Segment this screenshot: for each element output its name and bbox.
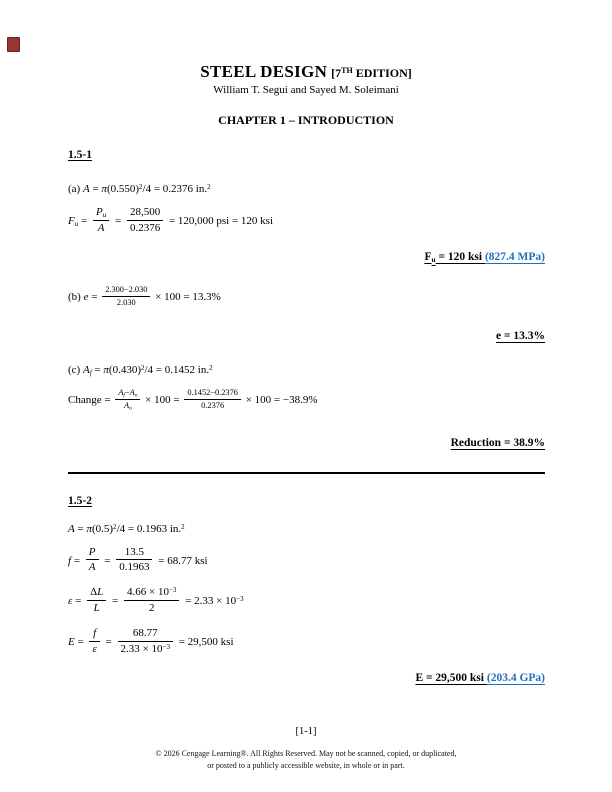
- problem-number: 1.5-1: [68, 149, 92, 161]
- page-number: [1-1]: [295, 726, 317, 737]
- equation-area: $A = \pi(0.5)^2/4 = 0.1963$ in.$^2$: [68, 522, 185, 535]
- fraction: $\frac{P}{A}$: [86, 546, 99, 575]
- answer-fu: $F_u = 120$ ksi (827.4 MPa): [424, 251, 545, 264]
- fraction: $\frac{f}{\varepsilon}$: [89, 627, 99, 656]
- problem-heading-1-5-1: [68, 148, 545, 162]
- copyright-line-2: or posted to a publicly accessible website, in whole or in part.: [207, 761, 405, 771]
- answer-reduction: Reduction = 38.9%: [450, 437, 545, 449]
- fraction: $\frac{0.1452-0.2376}{0.2376}$: [184, 388, 241, 411]
- fraction: $\frac{68.77}{2.33 \times 10^{-3}}$: [118, 627, 173, 656]
- edition-suffix: EDITION]: [352, 66, 412, 80]
- fraction: $\frac{13.5}{0.1963}$: [116, 546, 152, 575]
- authors-line: William T. Segui and Sayed M. Soleimani: [213, 84, 399, 96]
- copyright-notice: [0, 748, 612, 773]
- equation-area-a: (a) $A = \pi(0.550)^2/4 = 0.2376$ in.$^2$: [68, 183, 211, 196]
- problem-number: 1.5-2: [68, 495, 92, 508]
- fraction: $\frac{4.66 \times 10^{-3}}{2}$: [124, 586, 179, 615]
- fraction: $\frac{28,500}{0.2376}$: [127, 206, 163, 235]
- answer-elongation: e = 13.3%: [495, 330, 545, 343]
- edition-ordinal: TH: [341, 66, 353, 75]
- book-edition: [331, 66, 412, 80]
- fraction: $\frac{\Delta L}{L}$: [87, 586, 106, 615]
- equation-area-final: (c) $A_f = \pi(0.430)^2/4 = 0.1452$ in.$^2$: [68, 363, 213, 377]
- book-title: [0, 62, 612, 82]
- chapter-title: CHAPTER 1 – INTRODUCTION: [218, 113, 394, 127]
- annotation-marker-icon[interactable]: [7, 37, 20, 52]
- section-divider: [68, 472, 545, 474]
- edition-prefix: [7: [331, 66, 342, 80]
- solutions-content: [0, 148, 612, 686]
- equation-strain: ε = $\frac{\Delta L}{L}$ = $\frac{4.66 \times 10^{-3}}{2}$ = $2.33 \times 10^{-3}$: [68, 586, 244, 615]
- answer-modulus: E = 29,500 ksi (203.4 GPa): [415, 672, 545, 685]
- fraction: $\frac{A_f-A_o}{A_o}$: [115, 388, 140, 411]
- equation-modulus: E = $\frac{f}{\varepsilon}$ = $\frac{68.77}{2.33 \times 10^{-3}}$ = 29,500 ksi: [68, 627, 234, 656]
- equation-area-change: Change = $\frac{A_f-A_o}{A_o}$ × 100 = $\frac{0.1452-0.2376}{0.2376}$ × 100 = −38.9%: [68, 388, 318, 412]
- fraction: $\frac{P_u}{A}$: [93, 206, 109, 235]
- fraction: $\frac{2.300-2.030}{2.030}$: [102, 285, 150, 308]
- document-header: [0, 0, 612, 128]
- copyright-line-1: © 2026 Cengage Learning®. All Rights Reserved. May not be scanned, copied, or duplicated,: [155, 749, 457, 758]
- equation-fu: $F_u$ = $\frac{P_u}{A}$ = $\frac{28,500}{0.2376}$ = 120,000 psi = 120 ksi: [68, 206, 274, 235]
- equation-stress: f = $\frac{P}{A}$ = $\frac{13.5}{0.1963}$ = 68.77 ksi: [68, 545, 208, 574]
- book-title-main: STEEL DESIGN: [200, 62, 328, 81]
- problem-heading-1-5-2: [68, 494, 545, 508]
- equation-elongation: (b) e = $\frac{2.300-2.030}{2.030}$ × 100 = 13.3%: [68, 285, 221, 308]
